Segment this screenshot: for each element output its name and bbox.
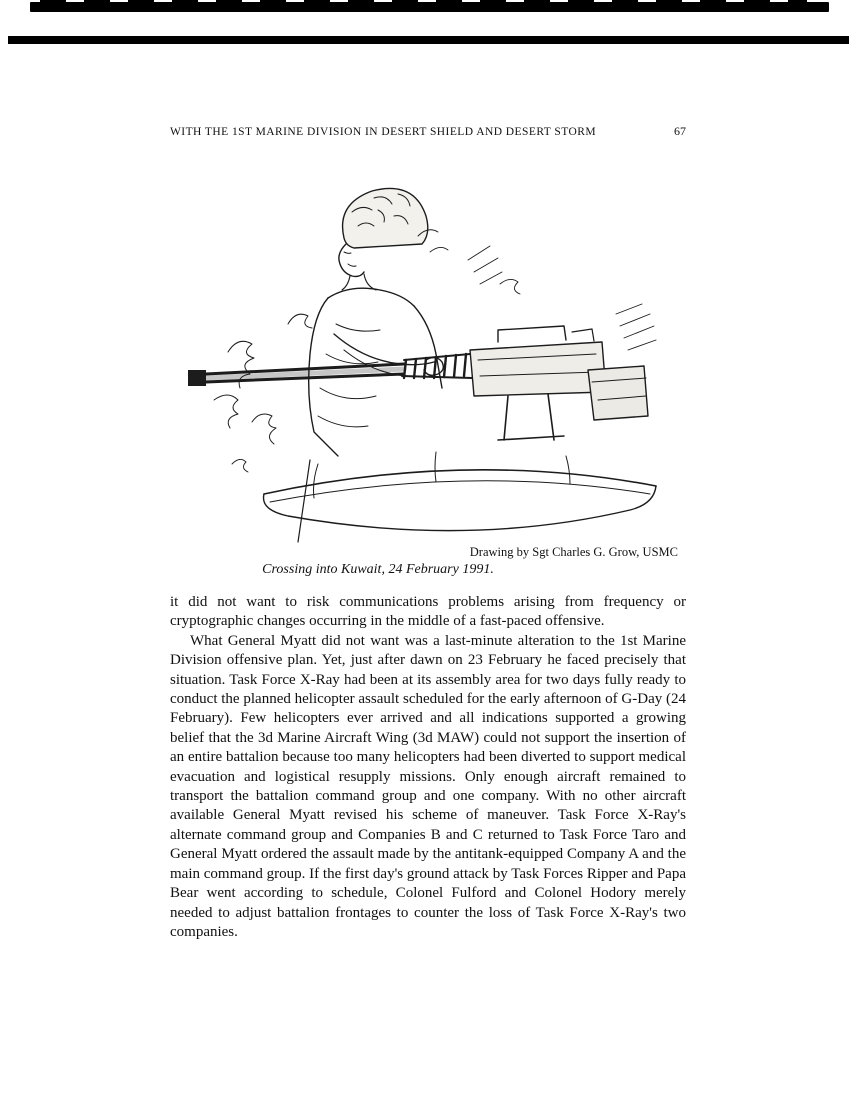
paragraph-main: What General Myatt did not want was a last-minute alteration to the 1st Marine Division offensive plan. Yet, just after dawn on 23 February he faced precisely that situation. Task Force X-Ray had been at its assembly area for two days fully ready to conduct the planned helicopter assault scheduled for the early afternoon of G-Day (24 February). Few helicopters ever arrived and all indications supported a growing belief that the 3d Marine Aircraft Wing (3d MAW) could not support the insertion of an entire battalion because too many helicopters had been diverted to support medical evacuation and logistical resupply missions. Only enough aircraft remained to transport the battalion command group and one company. With no other aircraft available General Myatt revised his scheme of maneuver. Task Force X-Ray's alternate command group and Companies B and C returned to Task Force Taro and General Myatt ordered the assault made by the antitank-equipped Company A and the main command group. If the first day's ground attack by Task Forces Ripper and Papa Bear went according to schedule, Colonel Fulford and Colonel Hodory merely needed to adjust battalion frontages to counter the loss of Task Force X-Ray's two companies.	[170, 632, 686, 940]
paragraph-continuation: it did not want to risk communications problems arising from frequency or cryptographic changes occurring in the middle of a fast-paced offensive.	[170, 594, 686, 630]
marine-machine-gunner-illustration	[168, 164, 688, 544]
scan-artifact-bar-second	[8, 36, 849, 44]
scan-artifact-bar-top	[30, 2, 829, 12]
figure	[168, 164, 688, 578]
figure-caption: Crossing into Kuwait, 24 February 1991.	[262, 562, 494, 577]
running-header-title: WITH THE 1ST MARINE DIVISION IN DESERT SHIELD AND DESERT STORM	[170, 126, 597, 138]
body-text	[170, 593, 686, 942]
figure-credit: Drawing by Sgt Charles G. Grow, USMC	[469, 545, 678, 559]
page-number: 67	[674, 124, 686, 138]
running-header	[170, 124, 686, 139]
